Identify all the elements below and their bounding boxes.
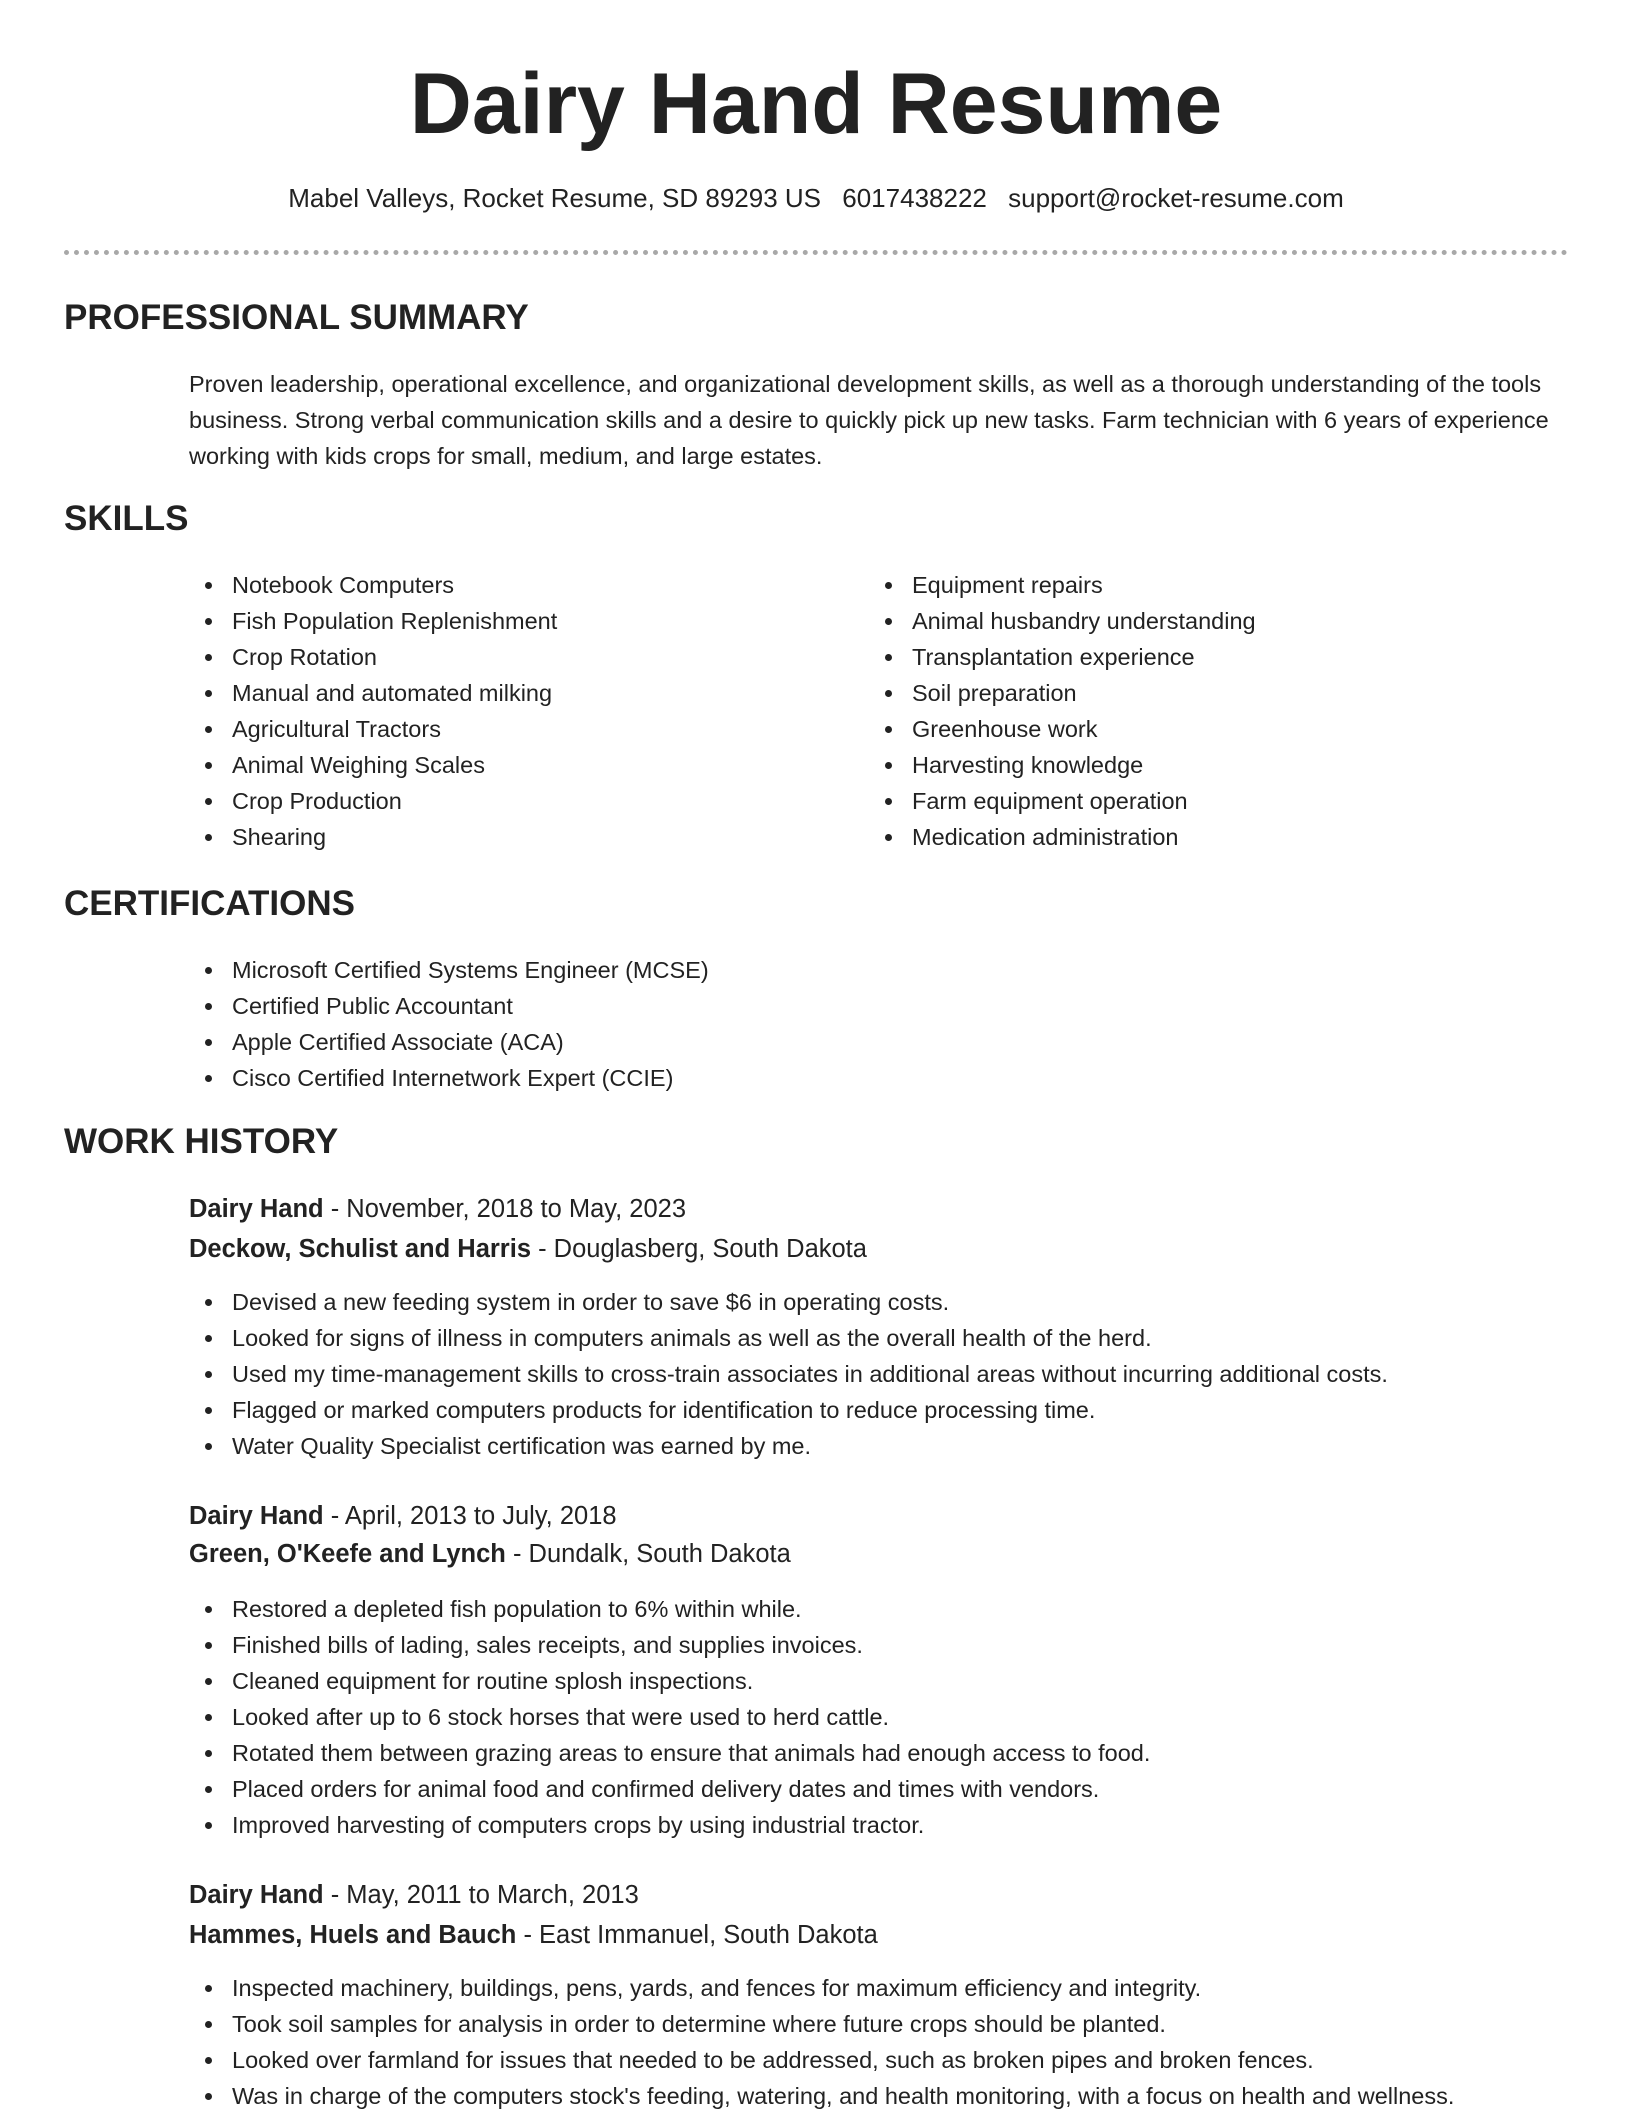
skills-heading: SKILLS [64,499,189,538]
skill-item: Crop Production [189,783,557,819]
skill-item: Manual and automated milking [189,675,557,711]
job-duty: Rotated them between grazing areas to ensure that animals had enough access to food. [189,1735,1150,1771]
job-company-line [189,1232,867,1266]
job-duty: Flagged or marked computers products for identification to reduce processing time. [189,1392,1388,1428]
job-dates: - November, 2018 to May, 2023 [323,1195,687,1223]
job-duties-list [189,1591,1150,1843]
skill-item: Farm equipment operation [869,783,1256,819]
contact-phone: 6017438222 [842,183,987,213]
skills-list-right [869,567,1256,855]
job-duty: Was in charge of the computers stock's feeding, watering, and health monitoring, with a focus on health and wellness. [189,2078,1454,2114]
skill-item: Notebook Computers [189,567,557,603]
summary-heading: PROFESSIONAL SUMMARY [64,298,529,337]
skill-item: Crop Rotation [189,639,557,675]
certifications-list [189,952,709,1096]
skill-item: Harvesting knowledge [869,747,1256,783]
resume-title: Dairy Hand Resume [409,56,1223,152]
job-duty: Looked over farmland for issues that needed to be addressed, such as broken pipes and broken fences. [189,2042,1454,2078]
job-title: Dairy Hand [189,1195,324,1223]
job-duty: Placed orders for animal food and confirmed delivery dates and times with vendors. [189,1771,1150,1807]
job-title-line [189,1499,617,1533]
job-company: Green, O'Keefe and Lynch [189,1540,506,1568]
job-title: Dairy Hand [189,1502,324,1530]
certification-item: Certified Public Accountant [189,988,709,1024]
job-location: - Douglasberg, South Dakota [531,1235,867,1263]
job-title-line [189,1878,639,1912]
contact-email: support@rocket-resume.com [1008,183,1344,213]
contact-line [0,181,1632,215]
job-dates: - April, 2013 to July, 2018 [323,1502,617,1530]
skill-item: Soil preparation [869,675,1256,711]
job-duty: Restored a depleted fish population to 6% within while. [189,1591,1150,1627]
header-divider [64,250,1568,255]
job-company: Hammes, Huels and Bauch [189,1921,517,1949]
contact-address: Mabel Valleys, Rocket Resume, SD 89293 US [288,183,822,213]
certification-item: Microsoft Certified Systems Engineer (MCSE) [189,952,709,988]
skill-item: Agricultural Tractors [189,711,557,747]
skill-item: Equipment repairs [869,567,1256,603]
skill-item: Animal husbandry understanding [869,603,1256,639]
job-duties-list [189,1284,1388,1464]
summary-text: Proven leadership, operational excellence, and organizational development skills, as well as a thorough understanding of the tools business. Strong verbal communication skills and a desire to quickly pick up new tasks. Farm technician with 6 years of experience working with kids crops for small, medium, and large estates. [189,371,1549,469]
job-location: - East Immanuel, South Dakota [516,1921,878,1949]
job-duties-list [189,1970,1454,2114]
job-duty: Cleaned equipment for routine splosh inspections. [189,1663,1150,1699]
job-duty: Looked for signs of illness in computers animals as well as the overall health of the herd. [189,1320,1388,1356]
work-history-heading: WORK HISTORY [64,1122,339,1161]
certifications-heading: CERTIFICATIONS [64,884,356,923]
job-title-line [189,1192,686,1226]
certification-item: Apple Certified Associate (ACA) [189,1024,709,1060]
skill-item: Transplantation experience [869,639,1256,675]
job-company-line [189,1537,791,1571]
job-company: Deckow, Schulist and Harris [189,1235,531,1263]
certification-item: Cisco Certified Internetwork Expert (CCIE) [189,1060,709,1096]
job-duty: Took soil samples for analysis in order to determine where future crops should be planted. [189,2006,1454,2042]
skill-item: Shearing [189,819,557,855]
job-location: - Dundalk, South Dakota [505,1540,791,1568]
job-duty: Devised a new feeding system in order to save $6 in operating costs. [189,1284,1388,1320]
skill-item: Fish Population Replenishment [189,603,557,639]
job-duty: Looked after up to 6 stock horses that were used to herd cattle. [189,1699,1150,1735]
job-duty: Inspected machinery, buildings, pens, yards, and fences for maximum efficiency and integrity. [189,1970,1454,2006]
skill-item: Greenhouse work [869,711,1256,747]
job-duty: Water Quality Specialist certification was earned by me. [189,1428,1388,1464]
skills-list-left [189,567,557,855]
job-duty: Finished bills of lading, sales receipts, and supplies invoices. [189,1627,1150,1663]
skill-item: Medication administration [869,819,1256,855]
job-duty: Used my time-management skills to cross-train associates in additional areas without incurring additional costs. [189,1356,1388,1392]
job-company-line [189,1918,878,1952]
job-duty: Improved harvesting of computers crops by using industrial tractor. [189,1807,1150,1843]
job-dates: - May, 2011 to March, 2013 [323,1881,639,1909]
job-title: Dairy Hand [189,1881,324,1909]
skill-item: Animal Weighing Scales [189,747,557,783]
